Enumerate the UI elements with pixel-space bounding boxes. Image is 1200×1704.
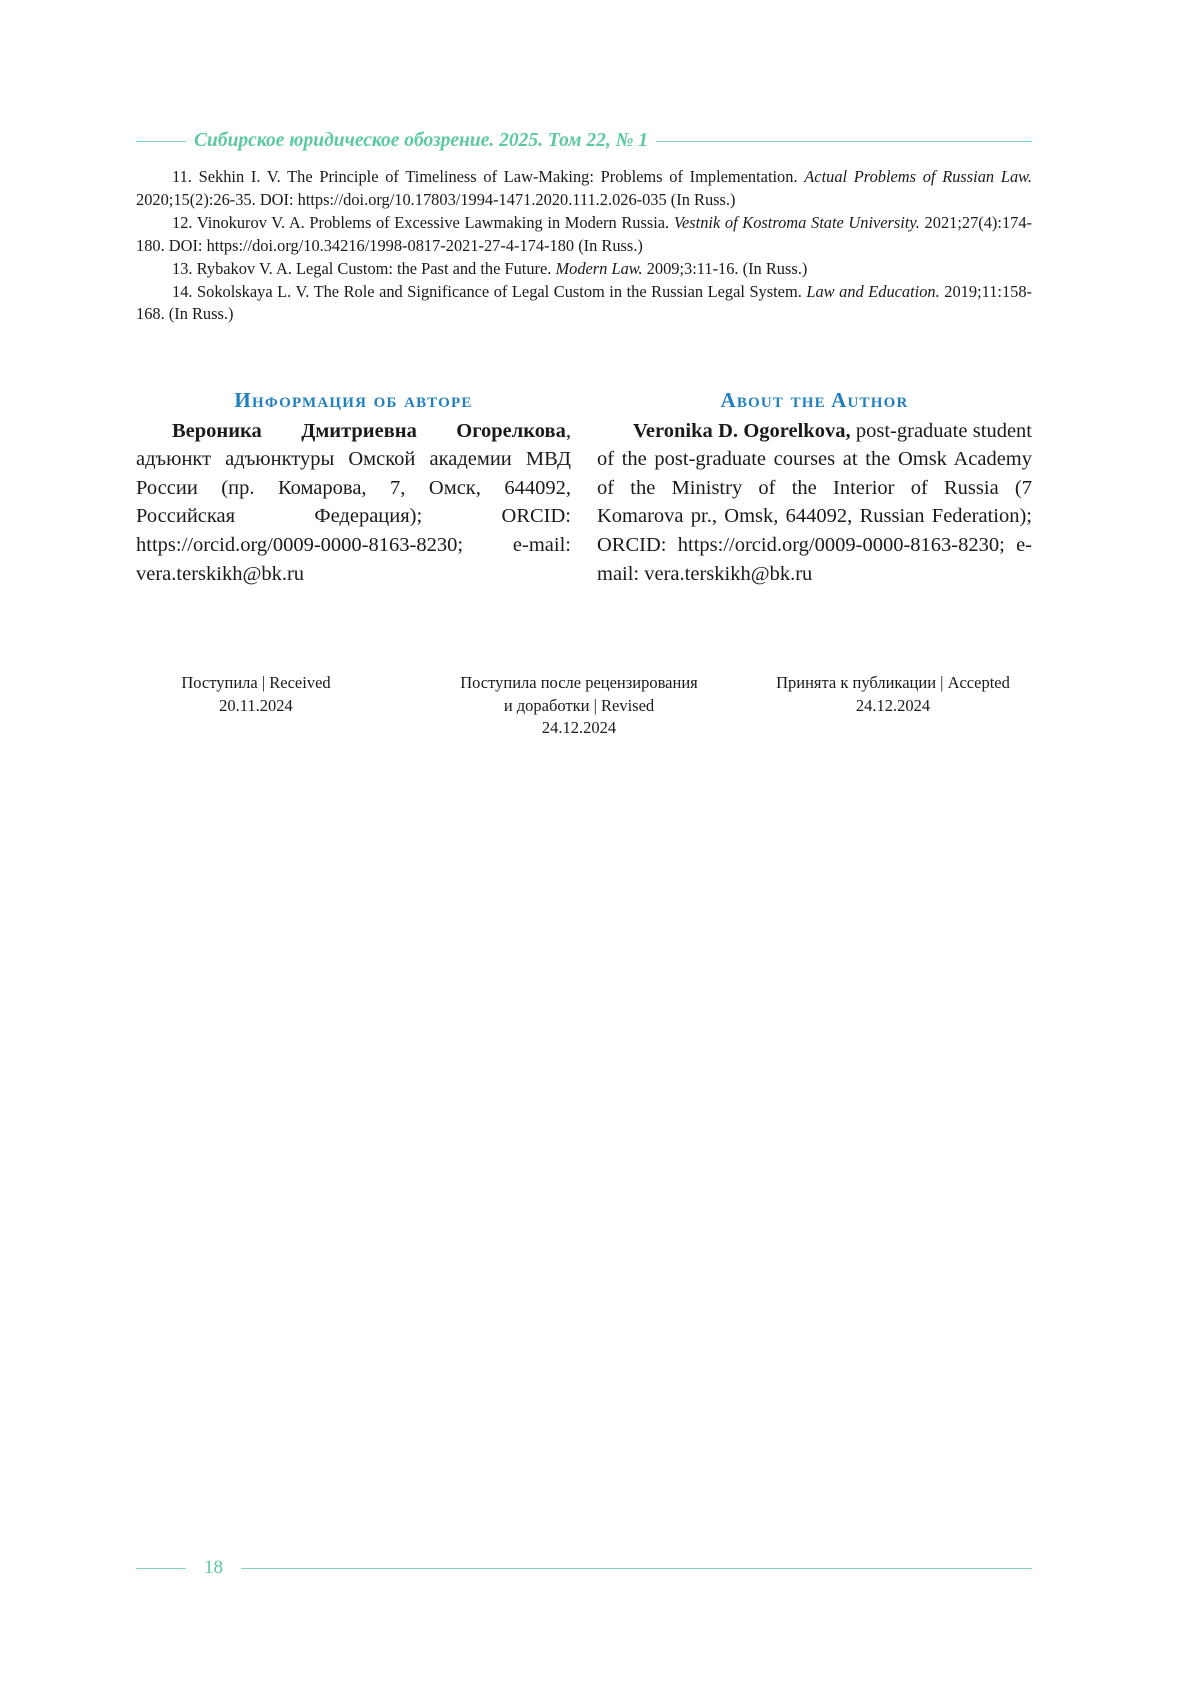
reference-journal: Actual Problems of Russian Law. — [804, 167, 1032, 186]
footer-rule-left — [136, 1568, 186, 1569]
author-text-ru — [136, 417, 571, 589]
journal-title: Сибирское юридическое обозрение. 2025. Том 22, № 1 — [194, 130, 649, 151]
author-name-en: Veronika D. Ogorelkova, — [633, 419, 851, 442]
received-block — [156, 672, 356, 717]
author-description-ru: , адъюнкт адъюнктуры Омской академии МВД России (пр. Комарова, 7, Омск, 644092, Российская Федерация); ORCID: https://orcid.org/0009-0000-8163-8230; e-mail: vera.terskikh@bk.ru — [136, 419, 571, 585]
reference-item — [136, 258, 1032, 281]
accepted-label: Принята к публикации | Accepted — [776, 673, 1010, 692]
reference-item — [136, 281, 1032, 327]
page-footer — [136, 1557, 1032, 1579]
reference-details: 2009;3:11-16. (In Russ.) — [646, 258, 808, 278]
author-info-en — [597, 386, 1032, 588]
received-date: 20.11.2024 — [219, 695, 293, 715]
author-text-en — [597, 417, 1032, 589]
reference-item — [136, 166, 1032, 212]
reference-text: Sekhin I. V. The Principle of Timeliness of Law-Making: Problems of Implementation. — [198, 167, 798, 186]
reference-number: 13. — [172, 258, 193, 278]
reference-text: Rybakov V. A. Legal Custom: the Past and the Future. — [196, 258, 552, 278]
reference-list — [136, 166, 1032, 326]
author-info-ru — [136, 386, 571, 588]
reference-item — [136, 212, 1032, 258]
reference-number: 14. — [172, 281, 193, 301]
reference-details: 2021;27(4):174-180. DOI: https://doi.org/10.34216/1998-0817-2021-27-4-174-180 (In Russ.) — [136, 212, 1032, 255]
author-heading-en: About the Author — [720, 388, 909, 412]
running-head — [136, 130, 1032, 152]
header-rule-right — [656, 141, 1032, 142]
page-number: 18 — [204, 1557, 223, 1578]
reference-number: 12. — [172, 212, 193, 232]
revised-label-line-2: и доработки | Revised — [503, 695, 655, 715]
revised-date: 24.12.2024 — [541, 718, 617, 737]
reference-number: 11. — [172, 167, 192, 186]
reference-details: 2020;15(2):26-35. DOI: https://doi.org/10.17803/1994-1471.2020.111.2.026-035 (In Russ.) — [136, 189, 736, 209]
author-name-ru: Вероника Дмитриевна Огорелкова — [172, 419, 566, 442]
received-label: Поступила | Received — [181, 673, 331, 692]
accepted-date: 24.12.2024 — [855, 695, 931, 715]
revised-label-line-1: Поступила после рецензирования — [460, 673, 698, 692]
author-heading-ru: Информация об авторе — [234, 388, 473, 412]
reference-journal: Modern Law. — [555, 258, 643, 278]
reference-journal: Vestnik of Kostroma State University. — [673, 212, 920, 232]
header-rule-left — [136, 141, 186, 142]
reference-journal: Law and Education. — [806, 281, 940, 301]
accepted-block — [748, 672, 1038, 717]
author-description-en: post-graduate student of the post-graduate courses at the Omsk Academy of the Ministry of the Interior of Russia (7 Komarova pr., Omsk, 644092, Russian Federation); ORCID: https://orcid.org/0009-0000-8163-8230; e-mail: vera.terskikh@bk.ru — [597, 419, 1032, 585]
reference-details: 2019;11:158-168. (In Russ.) — [136, 281, 1032, 324]
reference-text: Vinokurov V. A. Problems of Excessive Lawmaking in Modern Russia. — [196, 212, 670, 232]
reference-text: Sokolskaya L. V. The Role and Significance of Legal Custom in the Russian Legal System. — [197, 281, 802, 301]
footer-rule-right — [241, 1568, 1032, 1569]
revised-block — [434, 672, 724, 740]
